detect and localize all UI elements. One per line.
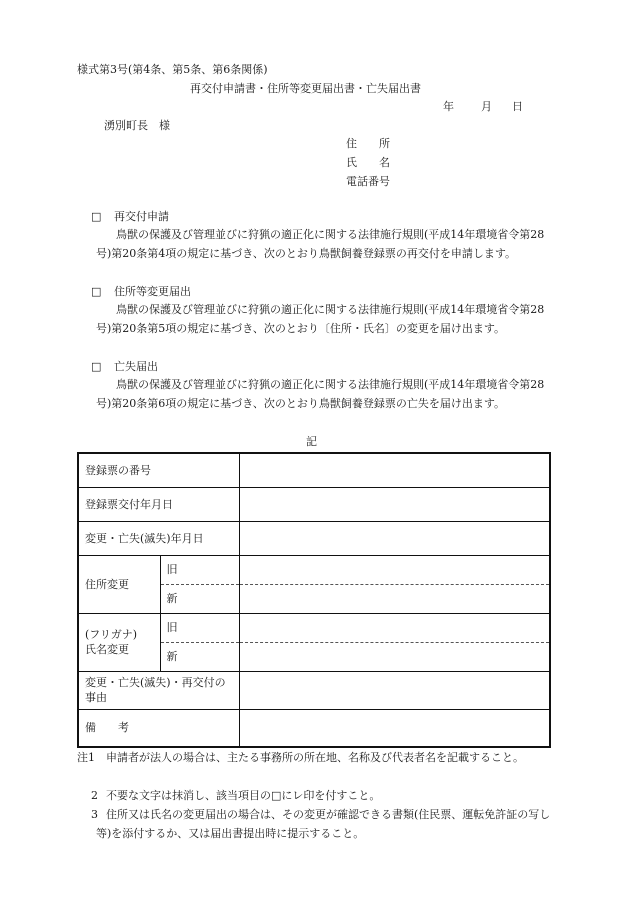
date-year: 年 <box>443 100 454 113</box>
change-date-field[interactable] <box>240 521 551 555</box>
table-row <box>78 521 550 555</box>
reissue-checkbox[interactable]: □ <box>91 210 102 223</box>
note-1-number: 注1 <box>77 751 95 764</box>
name-old-label: 旧 <box>160 613 239 642</box>
registration-table <box>77 452 551 748</box>
table-row <box>78 453 550 487</box>
note-2-number: 2 <box>91 789 98 802</box>
address-change-body: 鳥獣の保護及び管理並びに狩猟の適正化に関する法律施行規則(平成14年環境省令第28号)第20条第5項の規定に基づき、次のとおり〔住所・氏名〕の変更を届け出ます。 <box>96 303 545 335</box>
change-date-label: 変更・亡失(滅失)年月日 <box>78 521 240 555</box>
note-2-text: 不要な文字は抹消し、該当項目の□にレ印を付すこと。 <box>106 789 381 802</box>
loss-heading: 亡失届出 <box>114 360 158 373</box>
reason-label: 変更・亡失(滅失)・再交付の事由 <box>78 671 240 709</box>
date-day: 日 <box>512 100 523 113</box>
table-row <box>78 709 550 747</box>
address-change-checkbox[interactable]: □ <box>91 285 102 298</box>
document-title: 再交付申請書・住所等変更届出書・亡失届出書 <box>190 82 421 95</box>
remarks-label: 備 考 <box>78 709 240 747</box>
reg-number-field[interactable] <box>240 453 551 487</box>
form-reference: 様式第3号(第4条、第5条、第6条関係) <box>77 63 268 76</box>
reason-field[interactable] <box>240 671 551 709</box>
address-change-heading: 住所等変更届出 <box>114 285 191 298</box>
note-3-text: 住所又は氏名の変更届出の場合は、その変更が確認できる書類(住民票、運転免許証の写し等)を添付するか、又は届出書提出時に提示すること。 <box>96 808 551 840</box>
table-row <box>78 555 550 584</box>
note-1-text: 申請者が法人の場合は、主たる事務所の所在地、名称及び代表者名を記載すること。 <box>106 751 524 764</box>
reissue-body: 鳥獣の保護及び管理並びに狩猟の適正化に関する法律施行規則(平成14年環境省令第28号)第20条第4項の規定に基づき、次のとおり鳥獣飼養登録票の再交付を申請します。 <box>96 228 545 260</box>
table-row <box>78 613 550 642</box>
date-month: 月 <box>481 100 492 113</box>
address-old-field[interactable] <box>240 555 551 584</box>
applicant-phone-label: 電話番号 <box>346 175 390 188</box>
name-change-label: 氏名変更 <box>85 643 129 656</box>
issue-date-field[interactable] <box>240 487 551 521</box>
remarks-field[interactable] <box>240 709 551 747</box>
loss-checkbox[interactable]: □ <box>91 360 102 373</box>
name-change-cell <box>78 613 160 671</box>
name-new-label: 新 <box>160 642 239 671</box>
loss-body: 鳥獣の保護及び管理並びに狩猟の適正化に関する法律施行規則(平成14年環境省令第28号)第20条第6項の規定に基づき、次のとおり鳥獣飼養登録票の亡失を届け出ます。 <box>96 378 545 410</box>
applicant-name-label: 氏 名 <box>346 156 390 169</box>
address-new-field[interactable] <box>240 584 551 613</box>
table-row <box>78 671 550 709</box>
address-new-label: 新 <box>160 584 239 613</box>
reissue-heading: 再交付申請 <box>114 210 169 223</box>
reg-number-label: 登録票の番号 <box>78 453 240 487</box>
address-change-label: 住所変更 <box>78 555 160 613</box>
addressee: 湧別町長 様 <box>104 119 170 132</box>
issue-date-label: 登録票交付年月日 <box>78 487 240 521</box>
name-old-field[interactable] <box>240 613 551 642</box>
name-new-field[interactable] <box>240 642 551 671</box>
name-change-kana: (フリガナ) <box>85 628 138 641</box>
note-3-number: 3 <box>91 808 98 821</box>
applicant-address-label: 住 所 <box>346 137 390 150</box>
table-row <box>78 487 550 521</box>
address-old-label: 旧 <box>160 555 239 584</box>
ki-label: 記 <box>306 435 317 448</box>
